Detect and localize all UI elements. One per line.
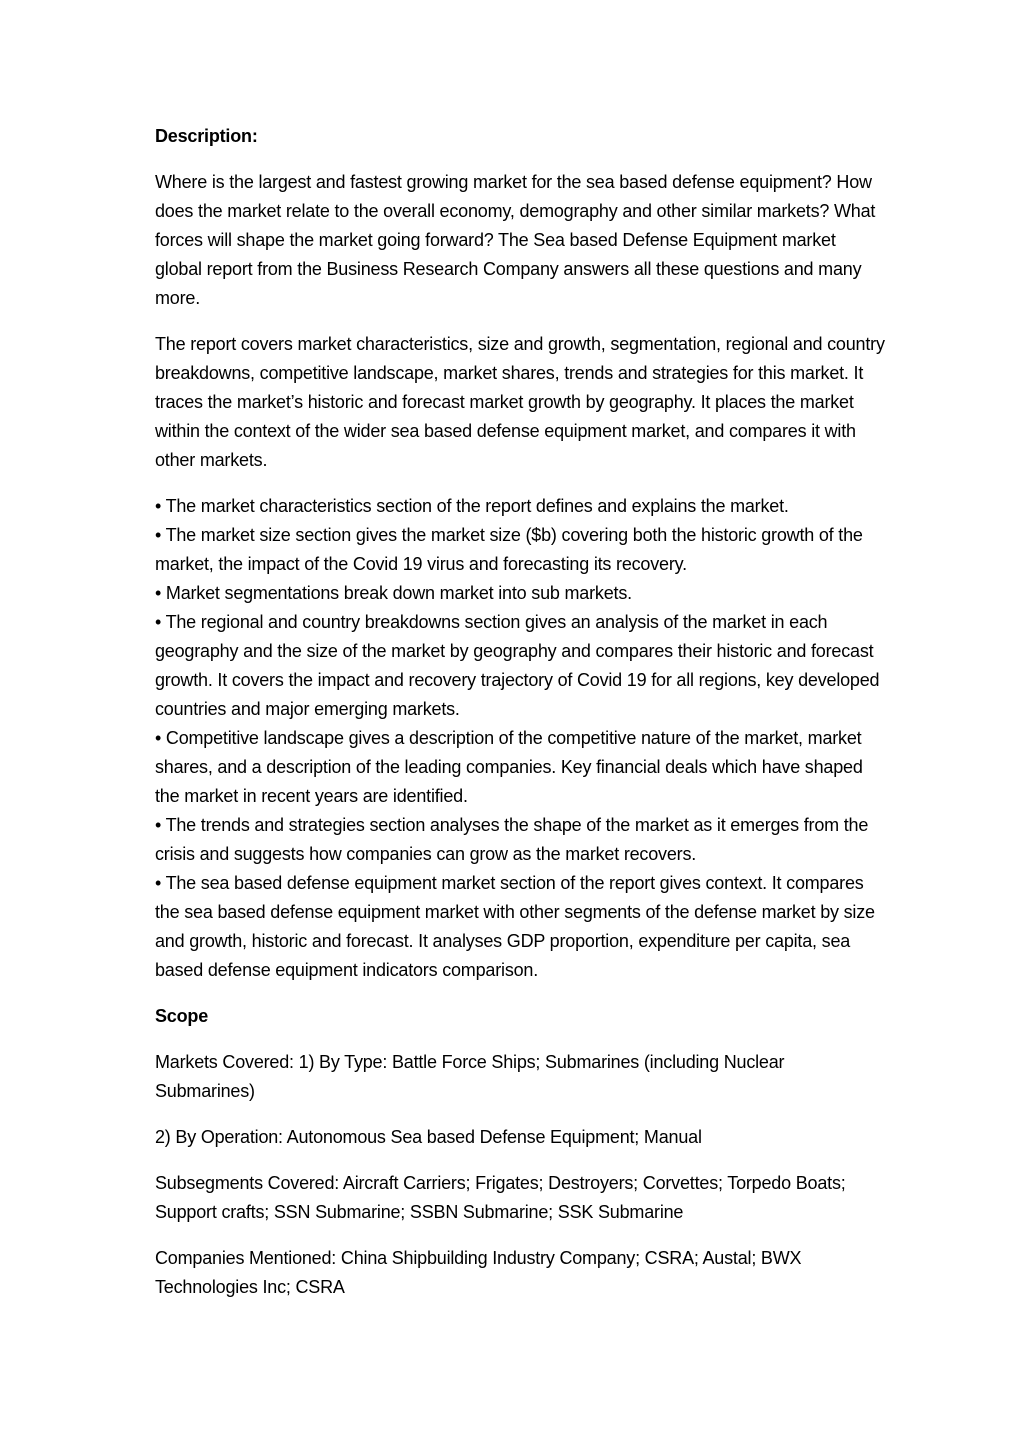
bullet-item: • The trends and strategies section analyses the shape of the market as it emerges from the crisis and suggests how companies can grow as the market recovers. xyxy=(155,815,869,864)
scope-companies: Companies Mentioned: China Shipbuilding Industry Company; CSRA; Austal; BWX Technologies Inc; CSRA xyxy=(155,1248,802,1297)
intro-paragraph-1: Where is the largest and fastest growing market for the sea based defense equipment? How does the market relate to the overall economy, demography and other similar markets? What forces will shape the market going forward? The Sea based Defense Equipment market global report from the Business Research Company answers all these questions and many more. xyxy=(155,172,876,308)
description-heading: Description: xyxy=(155,126,258,146)
scope-heading: Scope xyxy=(155,1006,209,1026)
bullet-item: • Market segmentations break down market into sub markets. xyxy=(155,583,632,603)
scope-subsegments: Subsegments Covered: Aircraft Carriers; Frigates; Destroyers; Corvettes; Torpedo Boats; Support crafts; SSN Submarine; SSBN Submarine; SSK Submarine xyxy=(155,1173,846,1222)
bullet-item: • Competitive landscape gives a description of the competitive nature of the market, market shares, and a description of the leading companies. Key financial deals which have shaped the market in recent years are identified. xyxy=(155,728,863,806)
bullet-item: • The regional and country breakdowns section gives an analysis of the market in each geography and the size of the market by geography and compares their historic and forecast growth. It covers the impact and recovery trajectory of Covid 19 for all regions, key developed countries and major emerging markets. xyxy=(155,612,880,719)
bullet-item: • The market size section gives the market size ($b) covering both the historic growth of the market, the impact of the Covid 19 virus and forecasting its recovery. xyxy=(155,525,863,574)
bullet-item: • The market characteristics section of the report defines and explains the market. xyxy=(155,496,789,516)
scope-by-operation: 2) By Operation: Autonomous Sea based Defense Equipment; Manual xyxy=(155,1127,702,1147)
bullet-item: • The sea based defense equipment market section of the report gives context. It compares the sea based defense equipment market with other segments of the defense market by size and growth, historic and forecast. It analyses GDP proportion, expenditure per capita, sea based defense equipment indicators comparison. xyxy=(155,873,875,980)
intro-paragraph-2: The report covers market characteristics, size and growth, segmentation, regional and country breakdowns, competitive landscape, market shares, trends and strategies for this market. It traces the market’s historic and forecast market growth by geography. It places the market within the context of the wider sea based defense equipment market, and compares it with other markets. xyxy=(155,334,885,470)
document-page xyxy=(155,122,885,1319)
feature-bullet-list xyxy=(155,492,885,985)
scope-markets-covered: Markets Covered: 1) By Type: Battle Force Ships; Submarines (including Nuclear Submarines) xyxy=(155,1052,785,1101)
